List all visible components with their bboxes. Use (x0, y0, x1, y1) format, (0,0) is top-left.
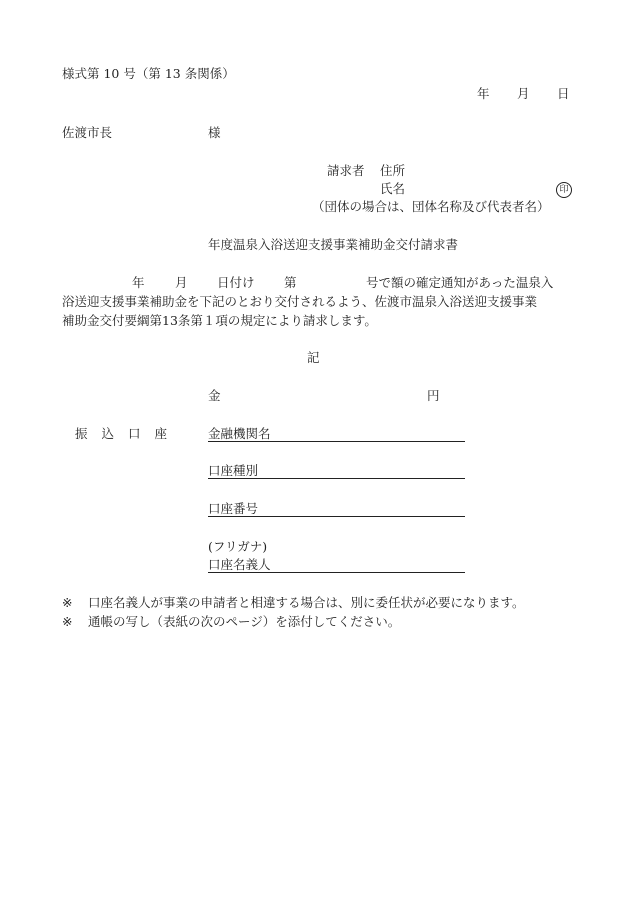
amount-unit: 円 (427, 388, 440, 403)
addressee-honorific: 様 (208, 125, 221, 140)
document-title: 年度温泉入浴送迎支援事業補助金交付請求書 (208, 237, 459, 252)
note-2-mark: ※ (62, 614, 73, 629)
furigana-label: (フリガナ) (208, 539, 268, 554)
ki-marker: 記 (307, 350, 320, 365)
amount-label: 金 (208, 388, 221, 403)
account-number-label: 口座番号 (208, 501, 259, 516)
body-month-label: 月 (175, 275, 188, 290)
institution-label: 金融機関名 (208, 426, 271, 441)
requester-label: 請求者 (327, 163, 365, 178)
body-number-prefix: 第 (284, 275, 297, 290)
body-dated-label: 日付け (217, 275, 255, 290)
body-year-label: 年 (132, 275, 145, 290)
organization-note: （団体の場合は、団体名称及び代表者名） (312, 199, 550, 214)
form-header: 様式第 10 号（第 13 条関係） (62, 66, 235, 81)
date-day-label: 日 (557, 86, 570, 101)
account-type-label: 口座種別 (208, 463, 259, 478)
date-year-label: 年 (477, 86, 490, 101)
account-number-underline (208, 516, 465, 517)
address-label: 住所 (380, 163, 406, 178)
bank-section-label: 振込口座 (75, 426, 182, 441)
date-month-label: 月 (517, 86, 530, 101)
body-line2: 浴送迎支援事業補助金を下記のとおり交付されるよう、佐渡市温泉入浴送迎支援事業 (62, 294, 538, 309)
addressee-name: 佐渡市長 (62, 125, 113, 140)
seal-mark: 印 (556, 182, 572, 198)
body-line1-rest: 号で額の確定通知があった温泉入 (366, 275, 554, 290)
note-1-text: 口座名義人が事業の申請者と相違する場合は、別に委任状が必要になります。 (88, 595, 525, 610)
note-2-text: 通帳の写し（表紙の次のページ）を添付してください。 (88, 614, 401, 629)
body-line3: 補助金交付要綱第13条第１項の規定により請求します。 (62, 313, 377, 328)
note-1-mark: ※ (62, 595, 73, 610)
account-type-underline (208, 478, 465, 479)
holder-label: 口座名義人 (208, 557, 271, 572)
name-label: 氏名 (380, 181, 406, 196)
institution-underline (208, 441, 465, 442)
holder-underline (208, 572, 465, 573)
